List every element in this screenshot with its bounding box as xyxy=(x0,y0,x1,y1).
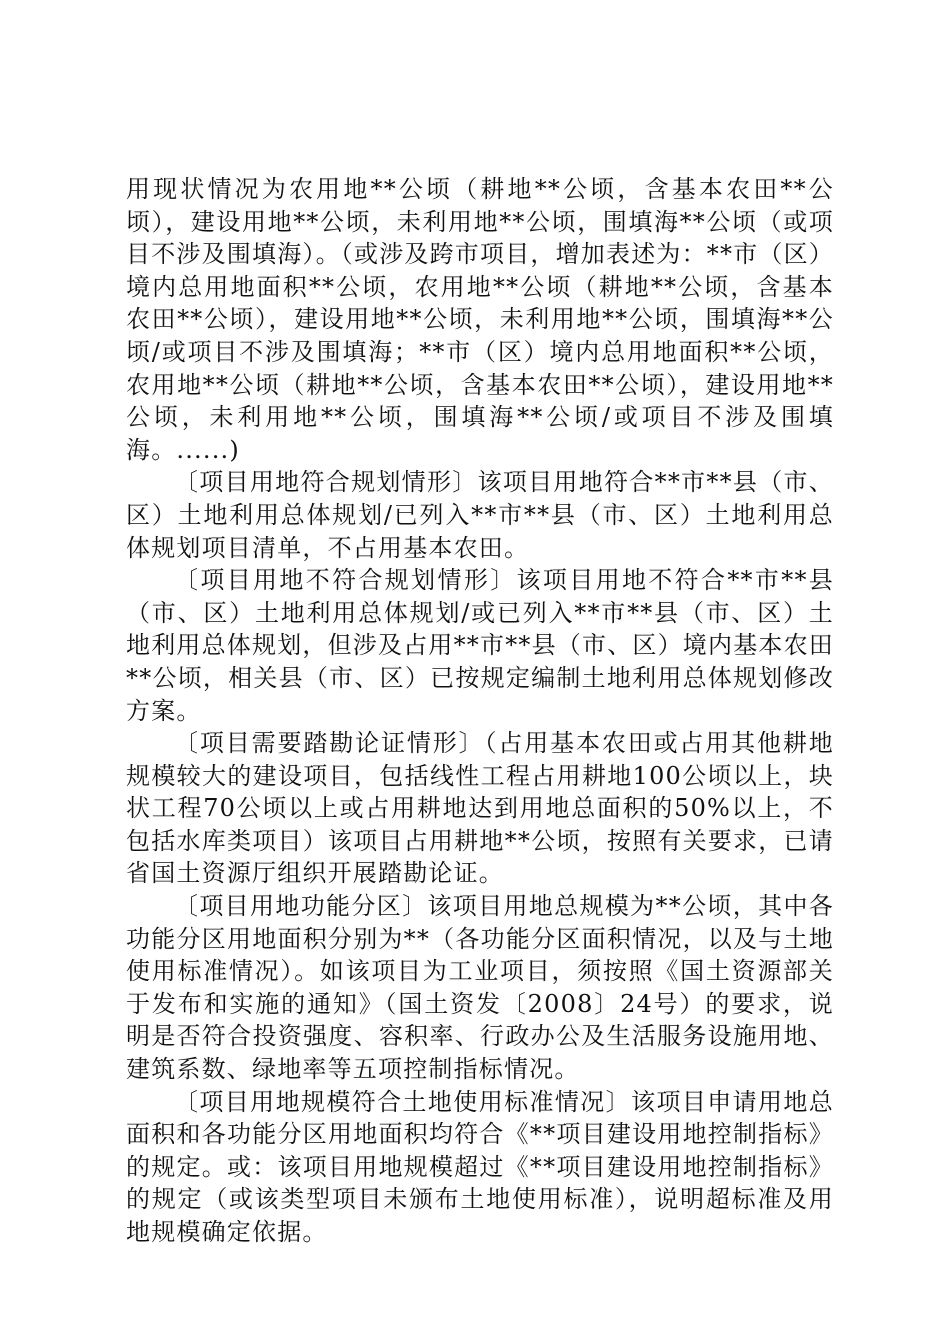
paragraph-planning-compliant: 〔项目用地符合规划情形〕该项目用地符合**市**县（市、区）土地利用总体规划/已列入**市**县（市、区）土地利用总体规划项目清单，不占用基本农田。 xyxy=(126,468,834,562)
document-body xyxy=(126,173,834,1249)
paragraph-planning-noncompliant: 〔项目用地不符合规划情形〕该项目用地不符合**市**县（市、区）土地利用总体规划/或已列入**市**县（市、区）土地利用总体规划，但涉及占用**市**县（市、区）境内基本农田**公顷，相关县（市、区）已按规定编制土地利用总体规划修改方案。 xyxy=(126,566,834,725)
paragraph-site-survey: 〔项目需要踏勘论证情形〕（占用基本农田或占用其他耕地规模较大的建设项目，包括线性工程占用耕地100公顷以上，块状工程70公顷以上或占用耕地达到用地总面积的50%以上，不包括水库类项目）该项目占用耕地**公顷，按照有关要求，已请省国土资源厅组织开展踏勘论证。 xyxy=(126,729,834,888)
paragraph-land-status: 用现状情况为农用地**公顷（耕地**公顷，含基本农田**公顷），建设用地**公顷，未利用地**公顷，围填海**公顷（或项目不涉及围填海）。（或涉及跨市项目，增加表述为：**市（区）境内总用地面积**公顷，农用地**公顷（耕地**公顷，含基本农田**公顷），建设用地**公顷，未利用地**公顷，围填海**公顷/或项目不涉及围填海；**市（区）境内总用地面积**公顷，农用地**公顷（耕地**公顷，含基本农田**公顷），建设用地**公顷，未利用地**公顷，围填海**公顷/或项目不涉及围填海。......) xyxy=(126,175,834,464)
paragraph-functional-zoning: 〔项目用地功能分区〕该项目用地总规模为**公顷，其中各功能分区用地面积分别为**（各功能分区面积情况，以及与土地使用标准情况）。如该项目为工业项目，须按照《国土资源部关于发布和实施的通知》（国土资发〔2008〕24号）的要求，说明是否符合投资强度、容积率、行政办公及生活服务设施用地、建筑系数、绿地率等五项控制指标情况。 xyxy=(126,892,834,1084)
paragraph-land-use-standard: 〔项目用地规模符合土地使用标准情况〕该项目申请用地总面积和各功能分区用地面积均符合《**项目建设用地控制指标》的规定。或：该项目用地规模超过《**项目建设用地控制指标》的规定（或该类型项目未颁布土地使用标准），说明超标准及用地规模确定依据。 xyxy=(126,1087,834,1246)
